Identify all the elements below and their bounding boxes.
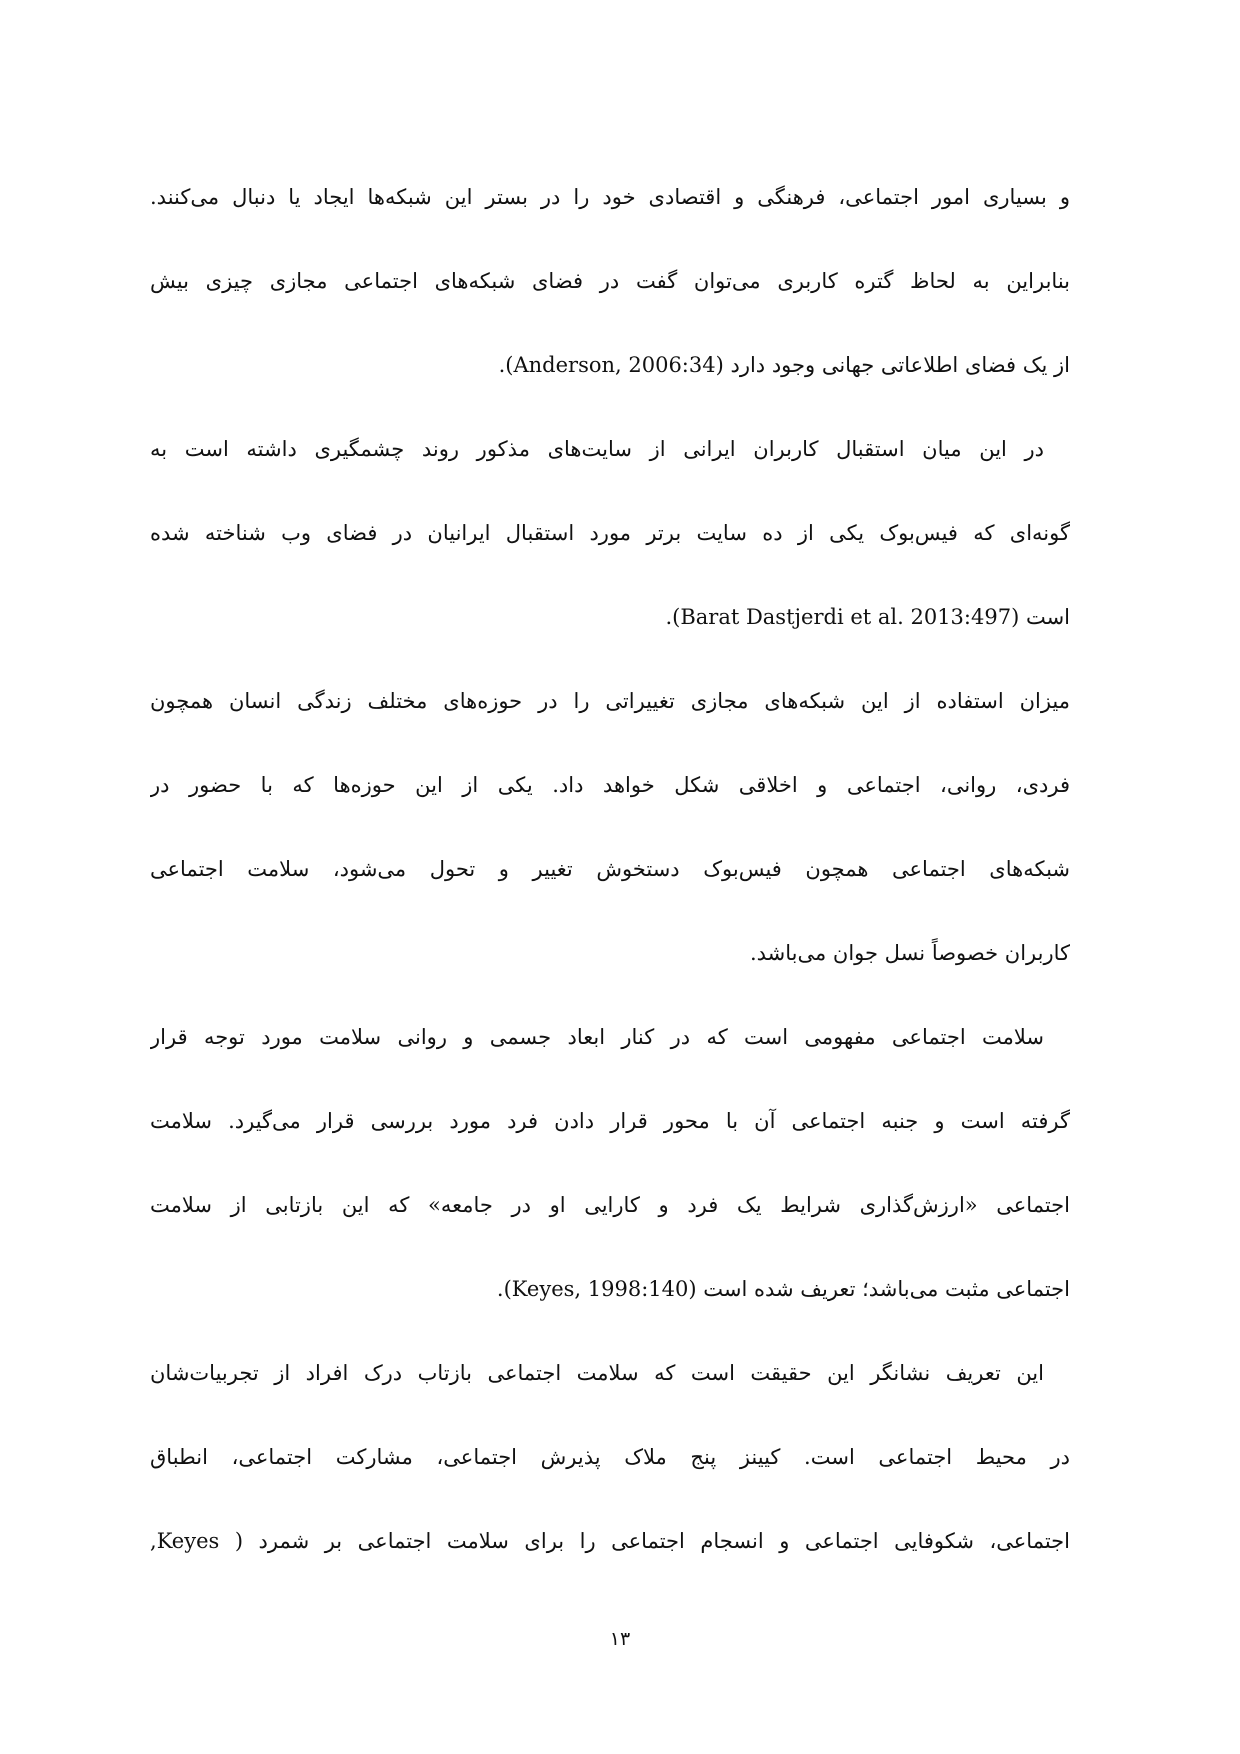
- paragraph: [150, 679, 1070, 976]
- text-line: گرفته است و جنبه اجتماعی آن با محور قرار دادن فرد مورد بررسی قرار می‌گیرد. سلامت: [150, 1109, 1070, 1133]
- text-line: است (Barat Dastjerdi et al. 2013:497).: [665, 605, 1070, 629]
- paragraph: [150, 1015, 1070, 1312]
- text-line: میزان استفاده از این شبکه‌های مجازی تغییراتی را در حوزه‌های مختلف زندگی انسان همچون: [150, 689, 1070, 713]
- text-line: اجتماعی مثبت می‌باشد؛ تعریف شده است (Keyes, 1998:140).: [496, 1277, 1070, 1301]
- text-line: در محیط اجتماعی است. کیینز پنج ملاک پذیرش اجتماعی، مشارکت اجتماعی، انطباق: [150, 1445, 1070, 1469]
- text-line: این تعریف نشانگر این حقیقت است که سلامت اجتماعی بازتاب درک افراد از تجربیات‌شان: [150, 1361, 1044, 1385]
- paragraph: [150, 175, 1070, 388]
- text-line: سلامت اجتماعی مفهومی است که در کنار ابعاد جسمی و روانی سلامت مورد توجه قرار: [150, 1025, 1044, 1049]
- text-line: اجتماعی «ارزش‌گذاری شرایط یک فرد و کارایی او در جامعه» که این بازتابی از سلامت: [150, 1193, 1070, 1217]
- text-line: اجتماعی، شکوفایی اجتماعی و انسجام اجتماعی را برای سلامت اجتماعی بر شمرد ( Keyes,: [150, 1529, 1070, 1553]
- text-line: و بسیاری امور اجتماعی، فرهنگی و اقتصادی خود را در بستر این شبکه‌ها ایجاد یا دنبال می‌کنند.: [150, 185, 1070, 209]
- text-line: شبکه‌های اجتماعی همچون فیس‌بوک دستخوش تغییر و تحول می‌شود، سلامت اجتماعی: [150, 857, 1070, 881]
- paragraph: [150, 427, 1070, 640]
- text-line: در این میان استقبال کاربران ایرانی از سایت‌های مذکور روند چشمگیری داشته است به: [150, 437, 1044, 461]
- text-line: بنابراین به لحاظ گتره کاربری می‌توان گفت در فضای شبکه‌های اجتماعی مجازی چیزی بیش: [150, 269, 1070, 293]
- text-line: کاربران خصوصاً نسل جوان می‌باشد.: [749, 941, 1070, 965]
- page-body: [150, 175, 1070, 1603]
- paragraph: [150, 1351, 1070, 1564]
- text-line: گونه‌ای که فیس‌بوک یکی از ده سایت برتر مورد استقبال ایرانیان در فضای وب شناخته شده: [150, 521, 1070, 545]
- page-number: ۱۳: [609, 1628, 631, 1650]
- text-line: فردی، روانی، اجتماعی و اخلاقی شکل خواهد داد. یکی از این حوزه‌ها که با حضور در: [150, 773, 1070, 797]
- text-line: از یک فضای اطلاعاتی جهانی وجود دارد (Anderson, 2006:34).: [498, 353, 1070, 377]
